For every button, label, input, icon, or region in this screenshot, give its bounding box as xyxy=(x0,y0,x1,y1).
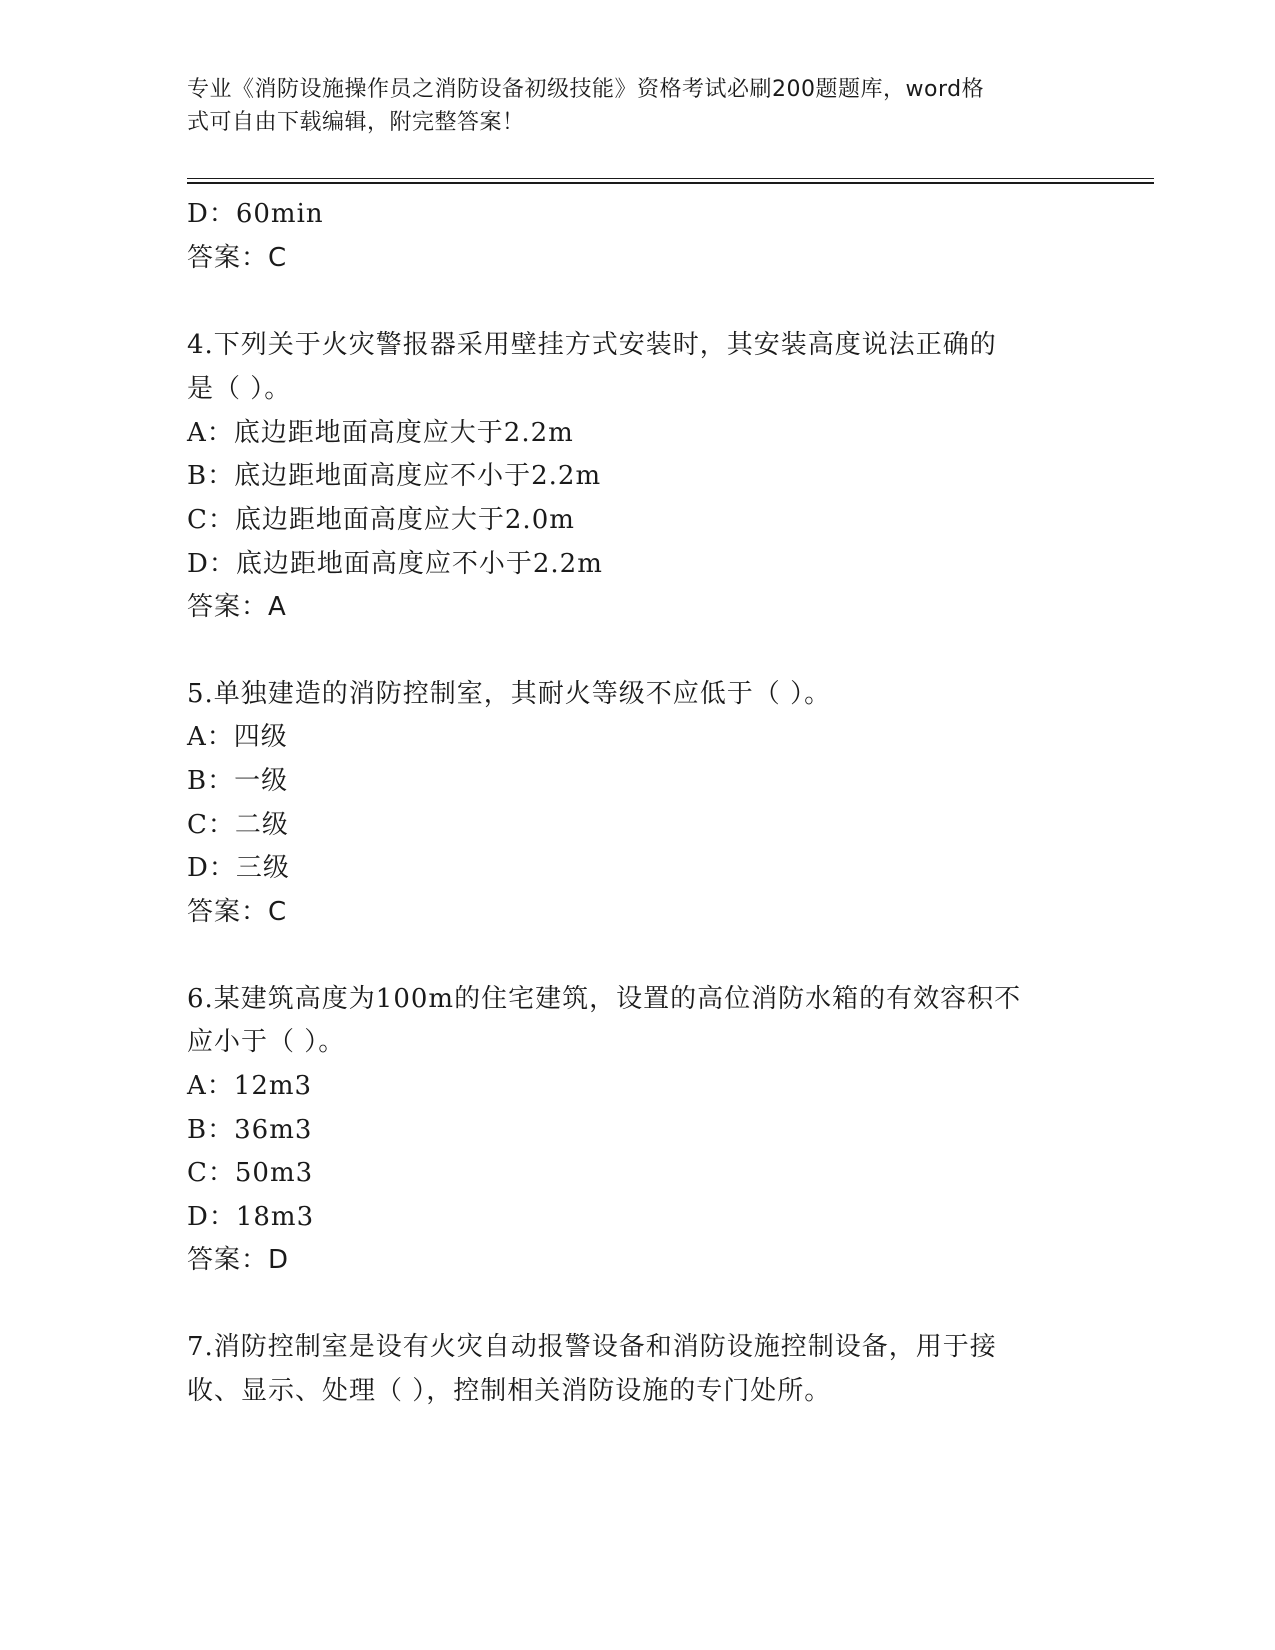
q6-option-c: C：50m3 xyxy=(187,1158,314,1188)
q6-stem-line-2: 应小于（ ）。 xyxy=(187,1027,346,1057)
q4-option-a: A：底边距地面高度应大于2.2m xyxy=(187,418,574,448)
header-divider-thin xyxy=(187,178,1154,179)
q6-option-b: B：36m3 xyxy=(187,1115,313,1145)
q5-answer: 答案：C xyxy=(187,897,288,927)
document-header xyxy=(187,73,1067,139)
q4-option-b: B：底边距地面高度应不小于2.2m xyxy=(187,461,602,491)
header-title-line-1: 专业《消防设施操作员之消防设备初级技能》资格考试必刷200题题库，word格 xyxy=(187,77,985,102)
q5-option-a: A：四级 xyxy=(187,722,288,752)
q4-stem-line-2: 是（ ）。 xyxy=(187,374,292,404)
q6-option-a: A：12m3 xyxy=(187,1071,313,1101)
q6-answer: 答案：D xyxy=(187,1245,290,1275)
q3-answer: 答案：C xyxy=(187,243,288,273)
q7-stem-line-1: 7.消防控制室是设有火灾自动报警设备和消防设施控制设备，用于接 xyxy=(187,1332,997,1362)
q7-stem-line-2: 收、显示、处理（ ），控制相关消防设施的专门处所。 xyxy=(187,1376,832,1406)
header-title-line-2: 式可自由下载编辑，附完整答案！ xyxy=(187,110,525,135)
q6-option-d: D：18m3 xyxy=(187,1202,315,1232)
q4-option-c: C：底边距地面高度应大于2.0m xyxy=(187,505,575,535)
q5-option-b: B：一级 xyxy=(187,766,289,796)
q3-option-d: D：60min xyxy=(187,199,324,229)
q5-option-d: D：三级 xyxy=(187,853,290,883)
header-divider-thick xyxy=(187,182,1154,184)
q6-stem-line-1: 6.某建筑高度为100m的住宅建筑，设置的高位消防水箱的有效容积不 xyxy=(187,984,1022,1014)
q4-stem-line-1: 4.下列关于火灾警报器采用壁挂方式安装时，其安装高度说法正确的 xyxy=(187,330,997,360)
q4-option-d: D：底边距地面高度应不小于2.2m xyxy=(187,549,603,579)
q5-option-c: C：二级 xyxy=(187,810,289,840)
q4-answer: 答案：A xyxy=(187,592,287,622)
q5-stem: 5.单独建造的消防控制室，其耐火等级不应低于（ ）。 xyxy=(187,679,832,709)
